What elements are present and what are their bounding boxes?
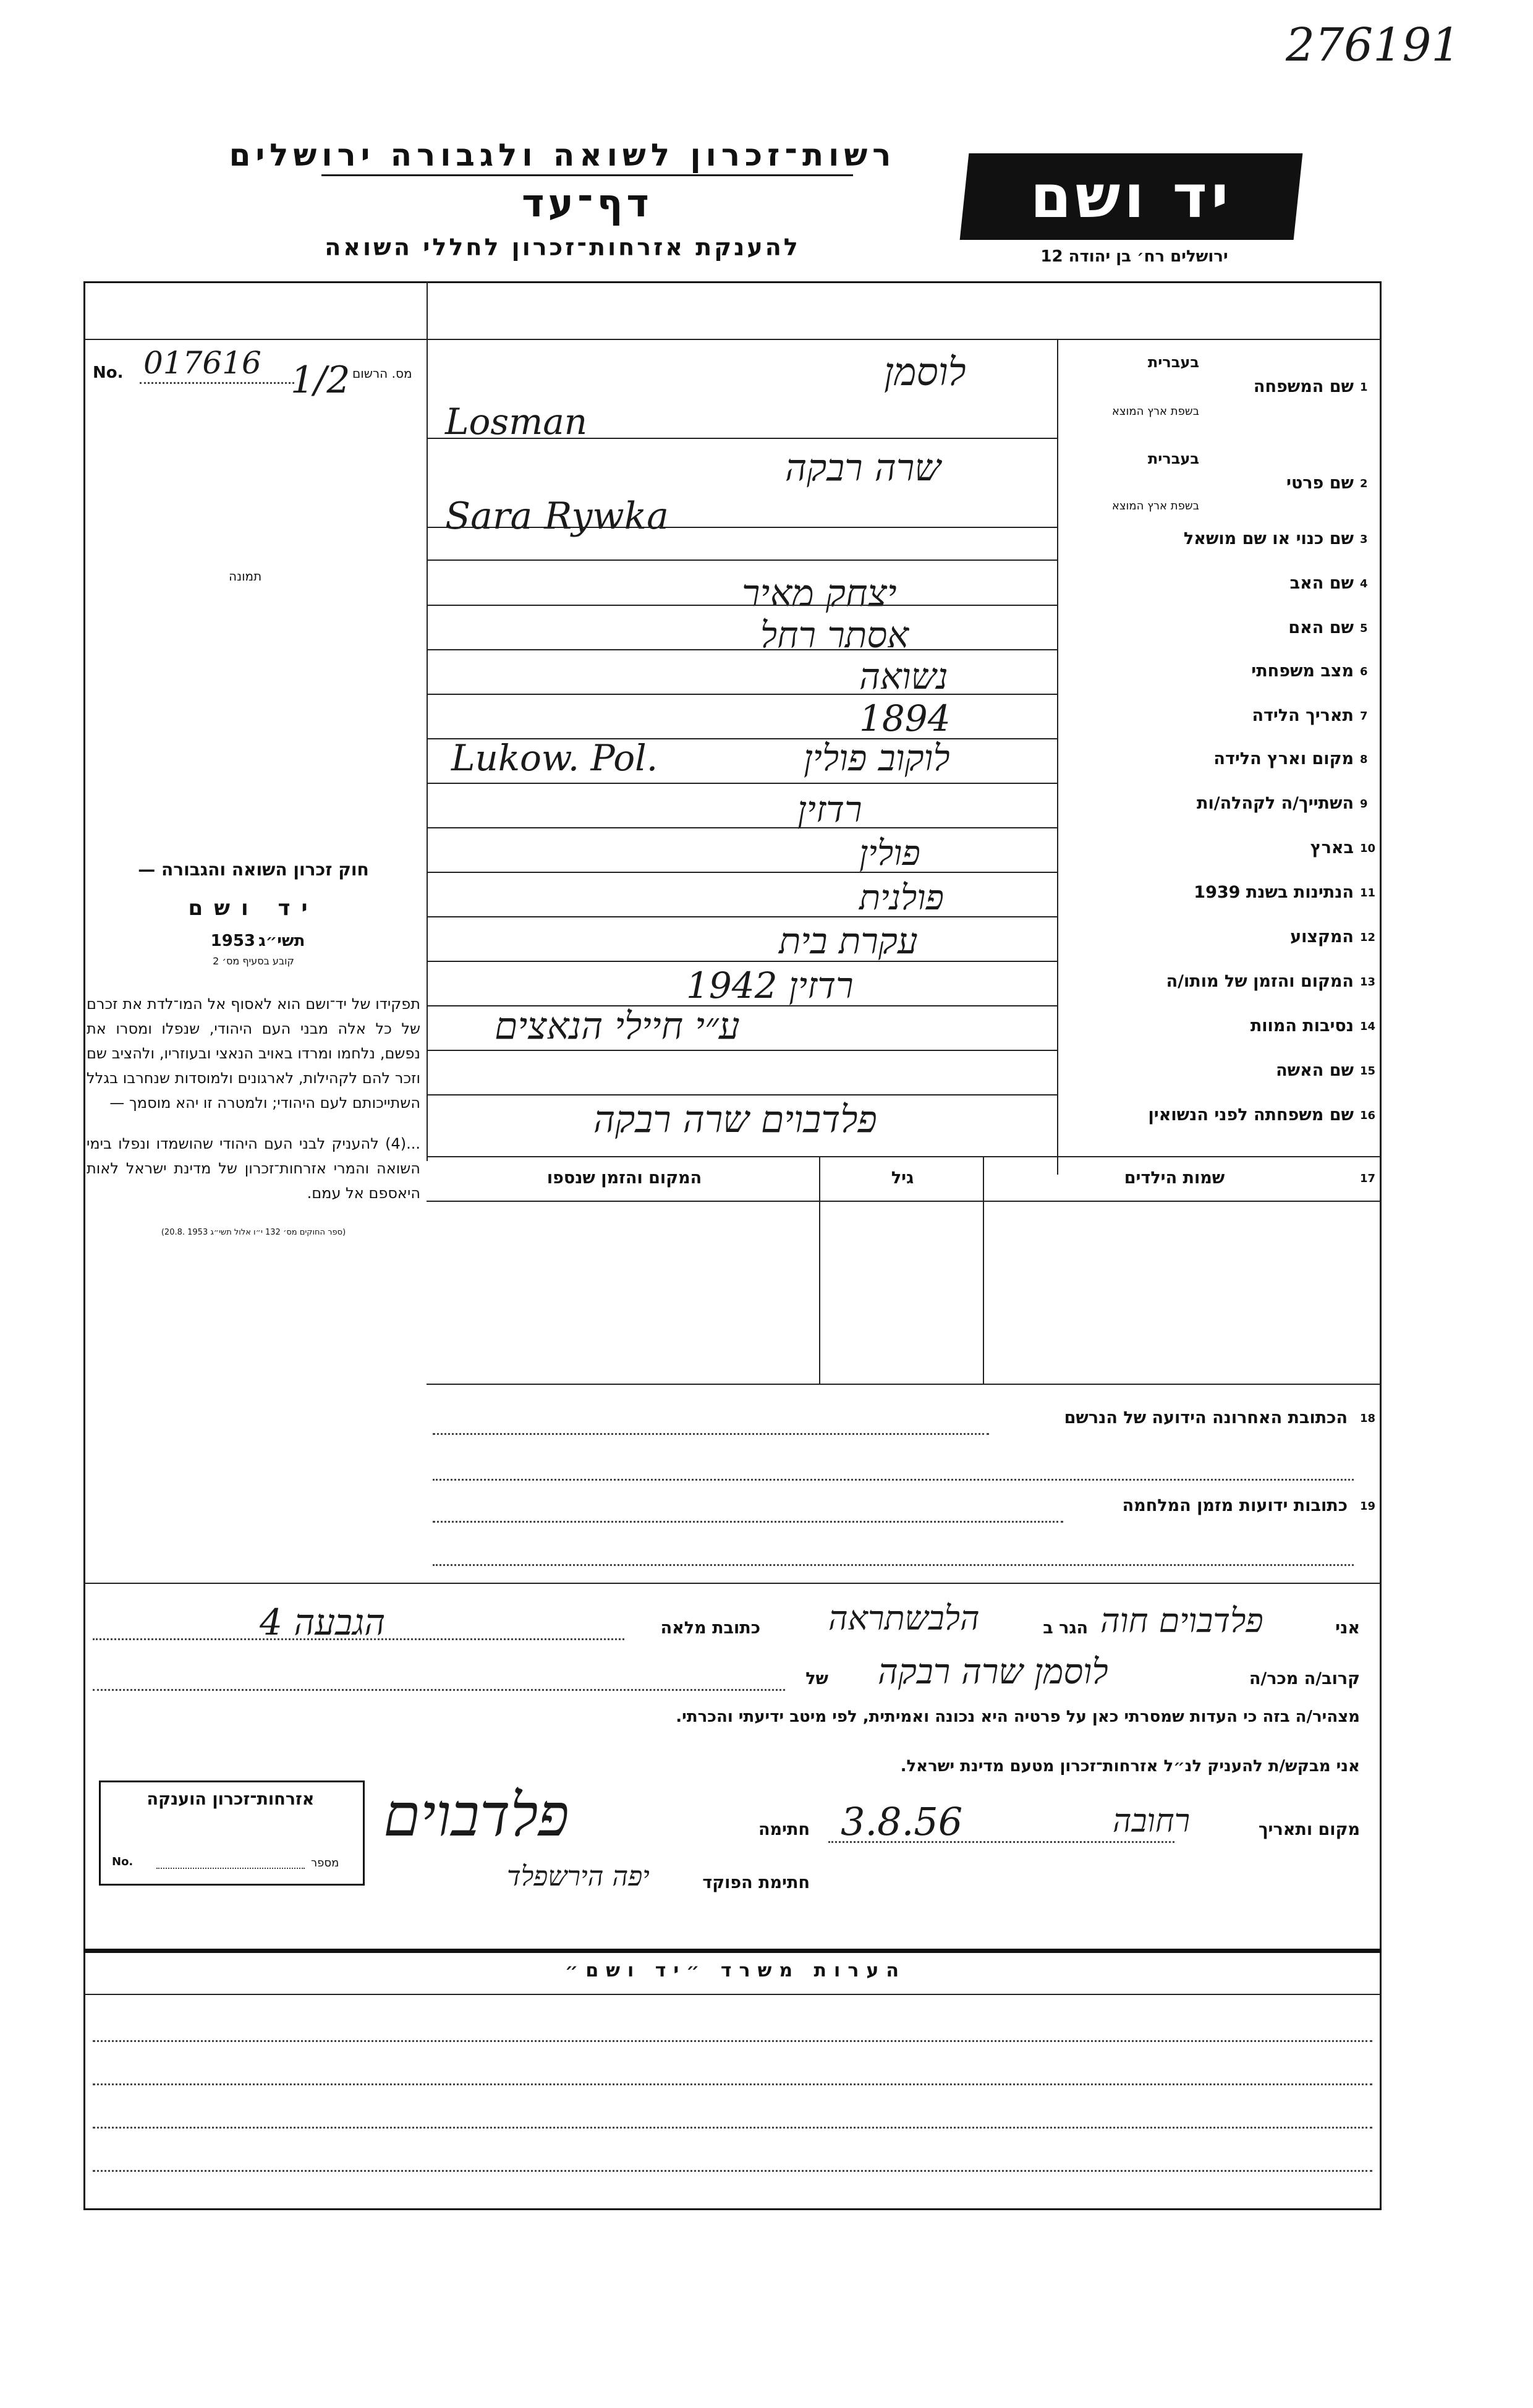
decl-officer-label: חתימת הפוקד bbox=[702, 1873, 810, 1892]
field-11-label: הנתינות בשנת 1939 bbox=[1194, 883, 1354, 902]
notes-line-3 bbox=[93, 2083, 1372, 2085]
decl-relative-label: קרוב/ה מכר/ה bbox=[1249, 1669, 1360, 1688]
title-rule bbox=[321, 174, 853, 176]
field-5-num: 5 bbox=[1360, 622, 1368, 635]
field-4-label: שם האב bbox=[1289, 574, 1354, 593]
field-13-num: 13 bbox=[1360, 976, 1376, 989]
row10-line bbox=[427, 872, 1057, 873]
field-12-value: עקרת בית bbox=[779, 920, 918, 962]
row4-line bbox=[427, 605, 1057, 606]
row8-line bbox=[427, 783, 1057, 784]
field-1-label: שם המשפחה bbox=[1253, 377, 1354, 396]
decl-place: רחובה bbox=[1113, 1803, 1191, 1840]
field-4-num: 4 bbox=[1360, 577, 1368, 590]
law-clause: קובע בסעיף מס׳ 2 bbox=[213, 955, 294, 967]
authority-title: רשות־זכרון לשואה ולגבורה ירושלים bbox=[229, 137, 896, 173]
decl-relative: לוסמן שרה רבקה bbox=[878, 1652, 1108, 1692]
field-19-dots bbox=[433, 1521, 1063, 1523]
field-12-label: המקצוע bbox=[1290, 927, 1354, 947]
reg-fraction: 1/2 bbox=[291, 359, 350, 402]
field-8-num: 8 bbox=[1360, 753, 1368, 766]
notes-line-1 bbox=[83, 1994, 1382, 1995]
reg-no-label: No. bbox=[93, 364, 124, 382]
citizenship-no-dots bbox=[156, 1868, 305, 1869]
decl-city: הלבשתראה bbox=[828, 1599, 980, 1638]
field-6-value: נשואה bbox=[859, 655, 948, 697]
law-citation: (ספר החוקים מס׳ 132 י״ו אלול תשי״ג 1953 .20.8) bbox=[161, 1228, 346, 1237]
archive-number: 276191 bbox=[1286, 19, 1461, 72]
field-4-value: יצחק מאיר bbox=[742, 572, 897, 615]
form-title: דף־עד bbox=[522, 181, 653, 226]
declaration-top-line bbox=[83, 1583, 1382, 1584]
field-2-sub: בשפת ארץ המוצא bbox=[1111, 500, 1199, 513]
decl-statement-2: אני מבקש/ת להעניק לנ״ל אזרחות־זכרון מטעם מדינת ישראל. bbox=[900, 1757, 1360, 1776]
notes-line-4 bbox=[93, 2127, 1372, 2129]
row3-line bbox=[427, 559, 1057, 561]
field-11-value: פולנית bbox=[859, 878, 944, 918]
field-6-label: מצב משפחתי bbox=[1251, 662, 1354, 681]
law-year: 1953 bbox=[210, 932, 256, 950]
row9-line bbox=[427, 827, 1057, 828]
decl-relative-dots bbox=[93, 1689, 785, 1691]
citizenship-box bbox=[99, 1780, 365, 1886]
field-8-value-lat: Lukow. Pol. bbox=[451, 737, 658, 779]
children-col-names: שמות הילדים bbox=[1124, 1168, 1225, 1188]
decl-place-date-label: מקום ותאריך bbox=[1258, 1820, 1360, 1839]
field-9-label: השתייך/ה לקהלה/ות bbox=[1197, 794, 1354, 813]
logo-text: יד ושם bbox=[1030, 162, 1233, 231]
field-15-label: שם האשה bbox=[1276, 1061, 1354, 1080]
field-2-label: שם פרטי bbox=[1286, 474, 1354, 493]
field-14-num: 14 bbox=[1360, 1020, 1376, 1033]
decl-officer-sig: יפה הירשפלד bbox=[507, 1861, 650, 1892]
citizenship-num-label: מספר bbox=[311, 1857, 339, 1870]
office-notes-title: הערות משרד ״יד ושם״ bbox=[565, 1960, 906, 1981]
children-bottom-line bbox=[427, 1384, 1382, 1385]
field-18-label: הכתובת האחרונה הידועה של הנרשם bbox=[1064, 1408, 1348, 1427]
field-14-value: ע״י חיילי הנאצים bbox=[495, 1005, 740, 1048]
field-11-num: 11 bbox=[1360, 887, 1376, 900]
law-year-heb: תשי״ג bbox=[258, 932, 305, 950]
field-5-value: אסתר רחל bbox=[760, 614, 909, 656]
photo-label: תמונה bbox=[229, 569, 262, 584]
law-title: חוק זכרון השואה והגבורה — bbox=[138, 859, 369, 880]
decl-shel: של bbox=[805, 1669, 828, 1688]
field-1-heb-tag: בעברית bbox=[1147, 354, 1199, 371]
decl-ani: אני bbox=[1335, 1619, 1360, 1638]
children-col-place-divider bbox=[819, 1156, 820, 1384]
field-2-value-heb: שרה רבקה bbox=[785, 446, 941, 490]
decl-signature: פלדבוים bbox=[383, 1780, 569, 1850]
field-12-num: 12 bbox=[1360, 931, 1376, 944]
law-body: תפקידו של יד־ושם הוא לאסוף אל המו־לדת את זכרם של כל אלה מבני העם היהודי, שנפלו ומסרו את נפשם, נלחמו ומרדו באויב הנאצי ובעוזריו, ולהציב שם וזכר להם לקהילות, לארגונים ולמוסדות שנחרבו בגלל השתייכותם לעם היהודי; ולמטרה זו יהא מוסמך — bbox=[87, 995, 420, 1112]
field-3-label: שם כנוי או שם מושאל bbox=[1183, 529, 1354, 548]
field-10-value: פולין bbox=[859, 833, 920, 874]
left-column-divider bbox=[427, 339, 428, 1161]
field-2-num: 2 bbox=[1360, 477, 1368, 490]
row12-line bbox=[427, 961, 1057, 962]
field-13-label: המקום והזמן של מותו/ה bbox=[1166, 972, 1354, 991]
top-strip-line bbox=[83, 339, 1382, 340]
field-19-label: כתובות ידועות מזמן המלחמה bbox=[1122, 1496, 1348, 1515]
field-19-num: 19 bbox=[1360, 1500, 1376, 1513]
field-2-value-lat: Sara Rywka bbox=[445, 495, 669, 538]
field-8-label: מקום וארץ הלידה bbox=[1213, 749, 1354, 768]
field-16-label: שם משפחתה לפני הנשואין bbox=[1148, 1105, 1354, 1125]
yad-vashem-logo bbox=[960, 153, 1303, 240]
row1-line bbox=[427, 438, 1057, 439]
field-1-sub: בשפת ארץ המוצא bbox=[1111, 405, 1199, 418]
notes-line-5 bbox=[93, 2170, 1372, 2172]
decl-date-dots bbox=[828, 1841, 1174, 1843]
decl-date: 3.8.56 bbox=[841, 1799, 963, 1844]
field-2-heb-tag: בעברית bbox=[1147, 450, 1199, 467]
children-col-age: גיל bbox=[891, 1168, 914, 1188]
field-13-value: רדזין 1942 bbox=[686, 964, 854, 1006]
children-top-line bbox=[427, 1156, 1382, 1157]
field-7-label: תאריך הלידה bbox=[1252, 706, 1354, 725]
row14-line bbox=[427, 1050, 1057, 1051]
field-18-num: 18 bbox=[1360, 1412, 1376, 1425]
field-7-value: 1894 bbox=[859, 697, 951, 739]
decl-statement-1: מצהיר/ה בזה כי העדות שמסרתי כאן על פרטיה היא נכונה ואמיתית, לפי מיטב ידיעתי והכרתי. bbox=[676, 1708, 1360, 1726]
decl-address-dots bbox=[93, 1638, 624, 1640]
field-1-value-heb: לוסמן bbox=[884, 349, 966, 394]
children-col-age-divider bbox=[983, 1156, 984, 1384]
field-17-num: 17 bbox=[1360, 1172, 1376, 1185]
reg-dots bbox=[140, 382, 294, 384]
field-5-label: שם האם bbox=[1288, 618, 1354, 637]
row11-line bbox=[427, 916, 1057, 917]
field-3-num: 3 bbox=[1360, 533, 1368, 546]
row6-line bbox=[427, 694, 1057, 695]
law-clause4: ...(4) להעניק לבני העם היהודי שהושמדו ונפלו בימי השואה והמרי אזרחות־זכרון של מדינת ישראל לאות היאספם אל עמם. bbox=[87, 1135, 420, 1202]
field-19-dots-2 bbox=[433, 1564, 1354, 1566]
law-box bbox=[87, 859, 420, 1237]
reg-number: 017616 bbox=[143, 345, 261, 381]
label-column-divider bbox=[1057, 339, 1058, 1175]
field-8-value: לוקוב פולין bbox=[804, 737, 950, 779]
field-18-dots bbox=[433, 1433, 989, 1435]
logo-address: ירושלים רח׳ בן יהודה 12 bbox=[1040, 247, 1228, 266]
field-18-dots-2 bbox=[433, 1479, 1354, 1481]
field-14-label: נסיבות המוות bbox=[1250, 1016, 1354, 1036]
citizenship-no-label: No. bbox=[112, 1855, 134, 1868]
field-16-value: פלדבוים שרה רבקה bbox=[593, 1098, 877, 1141]
row5-line bbox=[427, 649, 1057, 650]
field-15-num: 15 bbox=[1360, 1065, 1376, 1078]
decl-declarant: פלדבוים חוה bbox=[1100, 1601, 1263, 1640]
row2-line bbox=[427, 527, 1057, 528]
notes-line-2 bbox=[93, 2040, 1372, 2042]
field-10-num: 10 bbox=[1360, 842, 1376, 855]
citizenship-title: אזרחות־זכרון הוענקה bbox=[147, 1790, 315, 1809]
law-org: יד ושם bbox=[188, 896, 319, 921]
decl-full-address-label: כתובת מלאה bbox=[660, 1619, 760, 1638]
form-subtitle: להענקת אזרחות־זכרון לחללי השואה bbox=[325, 234, 800, 261]
field-16-num: 16 bbox=[1360, 1109, 1376, 1122]
field-10-label: בארץ bbox=[1310, 838, 1354, 857]
row15-line bbox=[427, 1094, 1057, 1096]
decl-address: הגבעה 4 bbox=[260, 1601, 386, 1643]
children-col-place: המקום והזמן שנספו bbox=[546, 1168, 702, 1188]
reg-label: מס. הרשום bbox=[352, 366, 412, 381]
field-6-num: 6 bbox=[1360, 665, 1368, 678]
decl-signature-label: חתימה bbox=[758, 1820, 810, 1839]
field-1-value-lat: Losman bbox=[445, 401, 588, 443]
law-year-row bbox=[87, 932, 420, 950]
top-strip-divider bbox=[427, 281, 428, 339]
field-9-value: רדזין bbox=[797, 788, 862, 830]
field-9-num: 9 bbox=[1360, 798, 1368, 810]
decl-dar-b: הגר ב bbox=[1043, 1619, 1088, 1638]
children-header-line bbox=[427, 1201, 1382, 1202]
field-1-num: 1 bbox=[1360, 381, 1368, 394]
field-7-num: 7 bbox=[1360, 710, 1368, 723]
